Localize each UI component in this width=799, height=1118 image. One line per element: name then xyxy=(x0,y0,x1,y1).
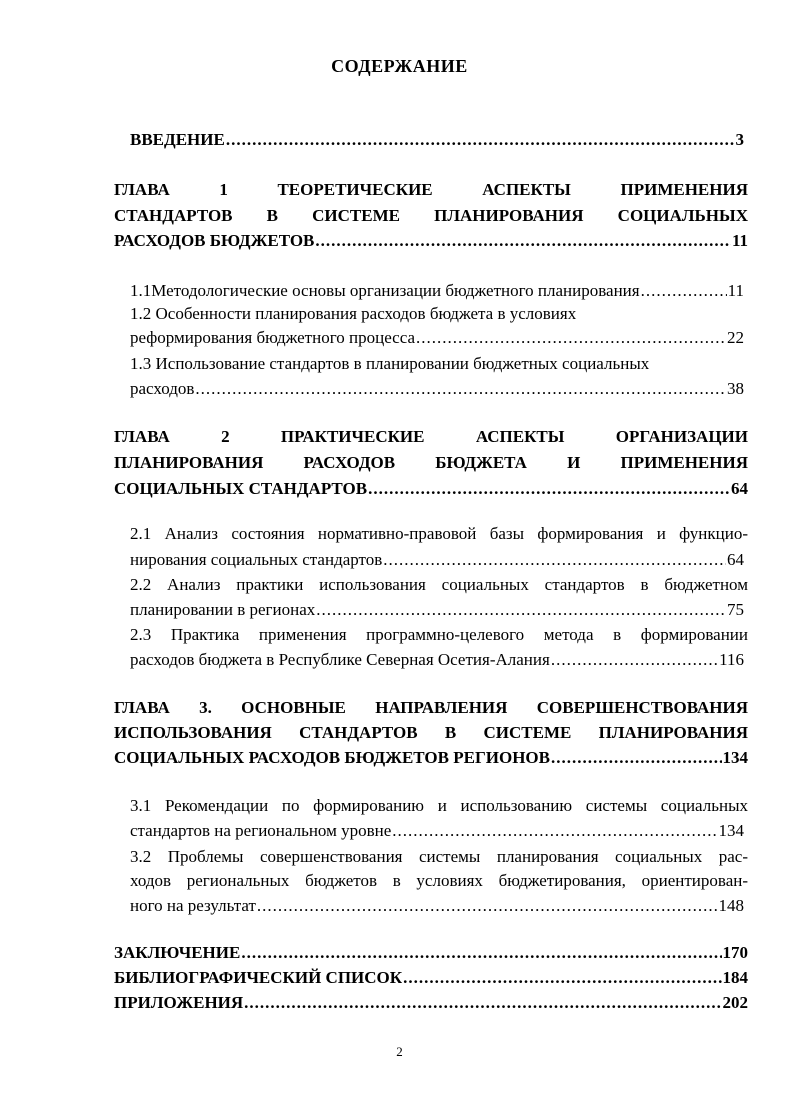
toc-page: 184 xyxy=(722,968,748,987)
toc-entry-chapter1 xyxy=(114,230,748,252)
dot-leader xyxy=(315,230,731,252)
dot-leader xyxy=(403,967,721,989)
toc-page: 22 xyxy=(727,328,744,347)
toc-title: СОДЕРЖАНИЕ xyxy=(331,56,468,76)
toc-page: 38 xyxy=(727,379,744,398)
dot-leader xyxy=(383,549,726,571)
toc-page: 3 xyxy=(735,130,744,149)
toc-page: 64 xyxy=(727,550,744,569)
chapter2-heading-line2: ПЛАНИРОВАНИЯ РАСХОДОВ БЮДЖЕТА И ПРИМЕНЕНИЯ xyxy=(114,453,748,472)
toc-label: РАСХОДОВ БЮДЖЕТОВ xyxy=(114,231,315,250)
toc-label: ВВЕДЕНИЕ xyxy=(130,130,225,149)
toc-label: СОЦИАЛЬНЫХ РАСХОДОВ БЮДЖЕТОВ РЕГИОНОВ xyxy=(114,748,550,767)
page-number: 2 xyxy=(396,1044,403,1059)
toc-entry-2-3 xyxy=(130,649,744,671)
toc-label: планировании в регионах xyxy=(130,600,316,619)
toc-label: БИБЛИОГРАФИЧЕСКИЙ СПИСОК xyxy=(114,968,403,987)
dot-leader xyxy=(241,942,721,964)
toc-entry-1-3-line1: 1.3 Использование стандартов в планировании бюджетных социальных xyxy=(130,354,650,373)
dot-leader xyxy=(392,820,717,842)
toc-entry-2-1-line1: 2.1 Анализ состояния нормативно-правовой базы формирования и функцио- xyxy=(130,524,748,543)
toc-page: 134 xyxy=(718,821,744,840)
toc-label: ПРИЛОЖЕНИЯ xyxy=(114,993,244,1012)
dot-leader xyxy=(244,992,721,1014)
toc-entry-3-2-line1: 3.2 Проблемы совершенствования системы планирования социальных рас- xyxy=(130,847,748,866)
toc-entry-1-1 xyxy=(130,280,744,302)
toc-entry-conclusion xyxy=(114,942,748,964)
toc-label: расходов xyxy=(130,379,195,398)
toc-label: ЗАКЛЮЧЕНИЕ xyxy=(114,943,241,962)
toc-page: 11 xyxy=(731,231,748,250)
dot-leader xyxy=(551,747,722,769)
toc-page: 148 xyxy=(718,896,744,915)
dot-leader xyxy=(257,895,718,917)
toc-page: 134 xyxy=(722,748,748,767)
dot-leader xyxy=(416,327,726,349)
toc-label: нирования социальных стандартов xyxy=(130,550,383,569)
toc-entry-bibliography xyxy=(114,967,748,989)
toc-entry-chapter3 xyxy=(114,747,748,769)
chapter2-heading-line1: ГЛАВА 2 ПРАКТИЧЕСКИЕ АСПЕКТЫ ОРГАНИЗАЦИИ xyxy=(114,427,748,446)
toc-label: ного на результат xyxy=(130,896,256,915)
toc-entry-2-1 xyxy=(130,549,744,571)
dot-leader xyxy=(551,649,718,671)
toc-entry-3-1 xyxy=(130,820,744,842)
toc-entry-3-1-line1: 3.1 Рекомендации по формированию и использованию системы социальных xyxy=(130,796,748,815)
toc-page: 202 xyxy=(722,993,748,1012)
chapter1-heading-line2: СТАНДАРТОВ В СИСТЕМЕ ПЛАНИРОВАНИЯ СОЦИАЛЬНЫХ xyxy=(114,206,748,225)
toc-label: расходов бюджета в Республике Северная Осетия-Алания xyxy=(130,650,550,669)
dot-leader xyxy=(195,378,726,400)
chapter3-heading-line2: ИСПОЛЬЗОВАНИЯ СТАНДАРТОВ В СИСТЕМЕ ПЛАНИРОВАНИЯ xyxy=(114,723,748,742)
toc-entry-3-2 xyxy=(130,895,744,917)
dot-leader xyxy=(316,599,726,621)
toc-entry-appendices xyxy=(114,992,748,1014)
toc-page: 64 xyxy=(731,479,748,498)
toc-entry-2-2-line1: 2.2 Анализ практики использования социальных стандартов в бюджетном xyxy=(130,575,748,594)
toc-entry-1-2-line1: 1.2 Особенности планирования расходов бюджета в условиях xyxy=(130,304,577,323)
dot-leader xyxy=(368,478,730,500)
toc-entry-1-2 xyxy=(130,327,744,349)
toc-entry-2-2 xyxy=(130,599,744,621)
toc-page: 116 xyxy=(719,650,744,669)
toc-label: реформирования бюджетного процесса xyxy=(130,328,416,347)
toc-label: 1.1Методологические основы организации бюджетного планирования xyxy=(130,281,640,300)
toc-label: стандартов на региональном уровне xyxy=(130,821,392,840)
toc-entry-intro xyxy=(130,129,744,151)
toc-page: 170 xyxy=(722,943,748,962)
toc-entry-3-2-line2: ходов региональных бюджетов в условиях бюджетирования, ориентирован- xyxy=(130,871,748,890)
toc-page: 75 xyxy=(727,600,744,619)
toc-entry-2-3-line1: 2.3 Практика применения программно-целевого метода в формировании xyxy=(130,625,748,644)
toc-page: 11 xyxy=(727,281,744,300)
dot-leader xyxy=(226,129,735,151)
dot-leader xyxy=(641,280,727,302)
toc-entry-1-3 xyxy=(130,378,744,400)
toc-entry-chapter2 xyxy=(114,478,748,500)
chapter3-heading-line1: ГЛАВА 3. ОСНОВНЫЕ НАПРАВЛЕНИЯ СОВЕРШЕНСТВОВАНИЯ xyxy=(114,698,748,717)
toc-label: СОЦИАЛЬНЫХ СТАНДАРТОВ xyxy=(114,479,368,498)
chapter1-heading-line1: ГЛАВА 1 ТЕОРЕТИЧЕСКИЕ АСПЕКТЫ ПРИМЕНЕНИЯ xyxy=(114,180,748,199)
